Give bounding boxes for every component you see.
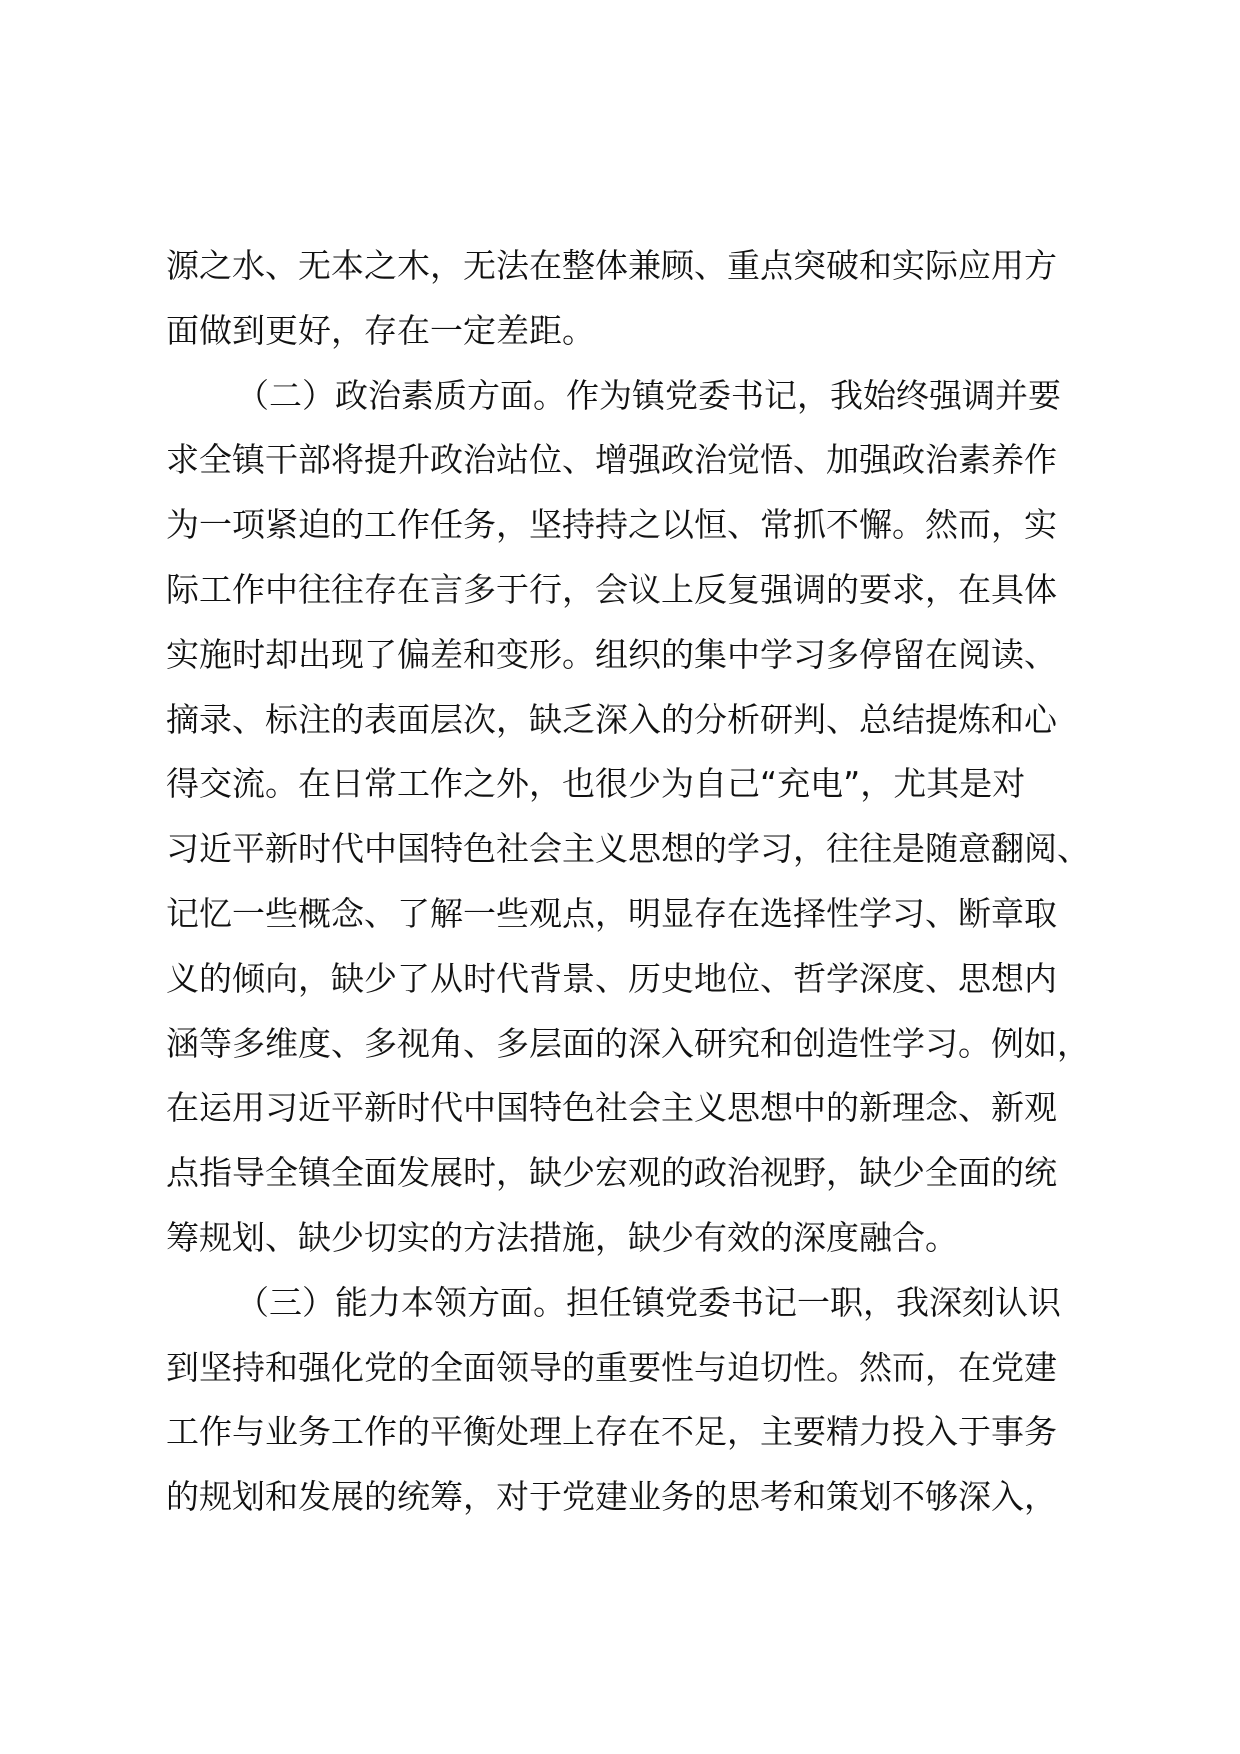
- text-line: 义的倾向，缺少了从时代背景、历史地位、哲学深度、思想内: [166, 958, 1057, 998]
- text-line: 习近平新时代中国特色社会主义思想的学习，往往是随意翻阅、: [166, 829, 1090, 869]
- text-line: 筹规划、缺少切实的方法措施，缺少有效的深度融合。: [166, 1217, 958, 1257]
- text-line: 际工作中往往存在言多于行，会议上反复强调的要求，在具体: [166, 569, 1057, 609]
- text-line: 面做到更好，存在一定差距。: [166, 310, 595, 350]
- text-line: 源之水、无本之木，无法在整体兼顾、重点突破和实际应用方: [166, 246, 1057, 285]
- text-line: 求全镇干部将提升政治站位、增强政治觉悟、加强政治素养作: [166, 440, 1057, 480]
- text-line: 实施时却出现了偏差和变形。组织的集中学习多停留在阅读、: [166, 634, 1057, 674]
- text-line: 得交流。在日常工作之外，也很少为自己“充电”，尤其是对: [166, 764, 1026, 804]
- text-line: 涵等多维度、多视角、多层面的深入研究和创造性学习。例如，: [166, 1023, 1090, 1063]
- text-line: 点指导全镇全面发展时，缺少宏观的政治视野，缺少全面的统: [166, 1153, 1057, 1193]
- text-line: 摘录、标注的表面层次，缺乏深入的分析研判、总结提炼和心: [166, 699, 1057, 739]
- text-line: 为一项紧迫的工作任务，坚持持之以恒、常抓不懈。然而，实: [166, 505, 1057, 545]
- text-line: 工作与业务工作的平衡处理上存在不足，主要精力投入于事务: [166, 1412, 1057, 1452]
- text-line: 记忆一些概念、了解一些观点，明显存在选择性学习、断章取: [166, 893, 1057, 933]
- section-heading-line: （二）政治素质方面。作为镇党委书记，我始终强调并要: [236, 375, 1061, 415]
- text-line: 到坚持和强化党的全面领导的重要性与迫切性。然而，在党建: [166, 1347, 1057, 1387]
- body-text: [166, 234, 1090, 1530]
- section-heading-line: （三）能力本领方面。担任镇党委书记一职，我深刻认识: [236, 1282, 1061, 1322]
- text-line: 的规划和发展的统筹，对于党建业务的思考和策划不够深入，: [166, 1477, 1057, 1517]
- text-line: 在运用习近平新时代中国特色社会主义思想中的新理念、新观: [166, 1088, 1057, 1128]
